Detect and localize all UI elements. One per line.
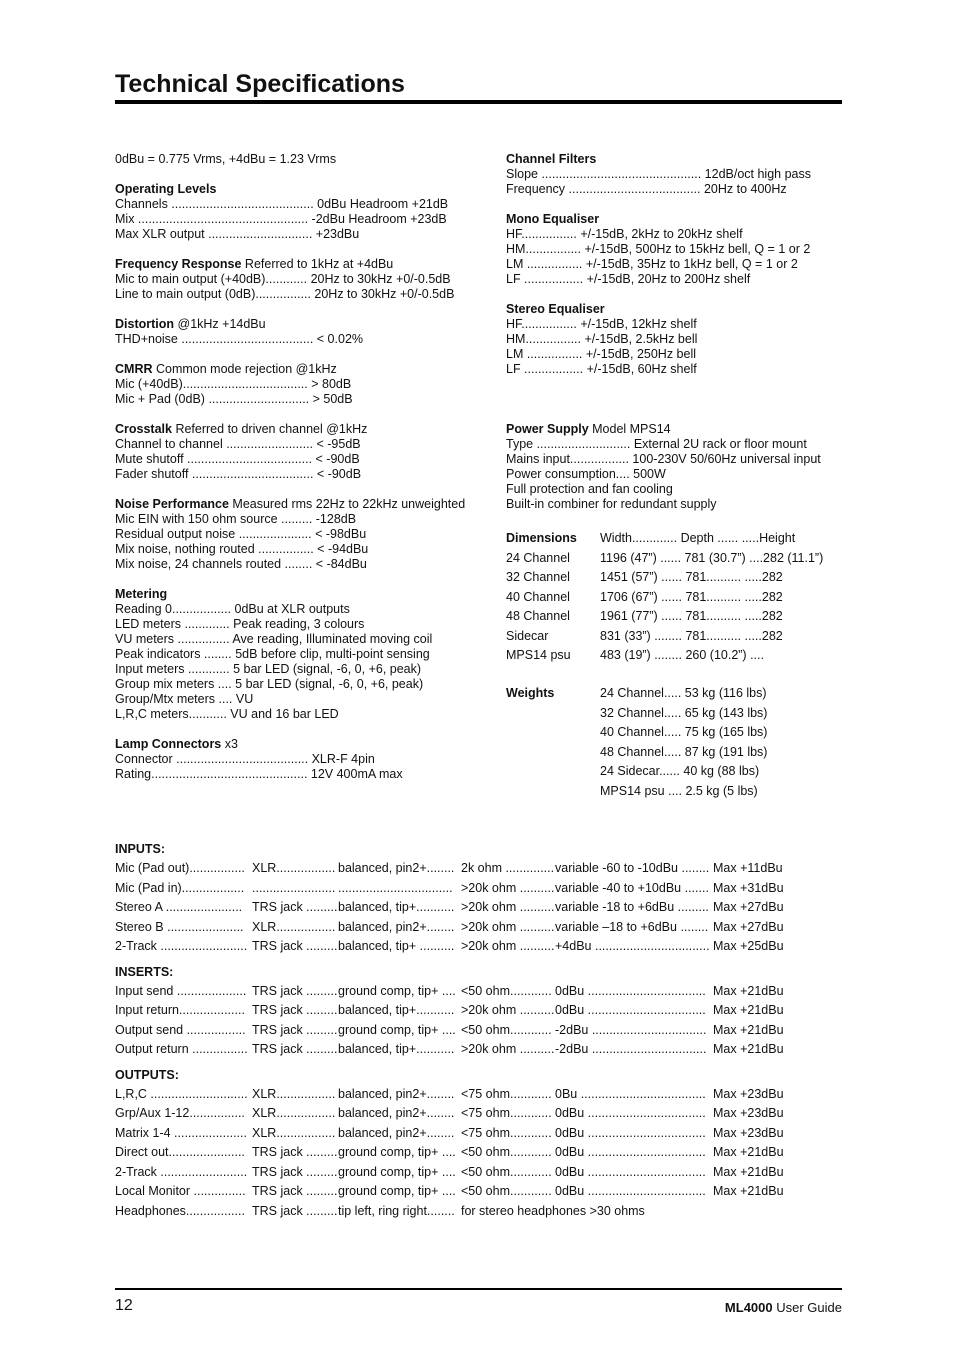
dimension-row — [506, 529, 823, 549]
io-table-cell: Max +23dBu — [713, 1086, 784, 1101]
spec-line — [115, 152, 485, 167]
dimension-row — [506, 568, 823, 588]
spec-line — [506, 227, 846, 242]
spec-line — [506, 392, 846, 407]
spec-heading: Distortion — [115, 317, 175, 331]
right-spec-column — [506, 152, 846, 527]
io-table-cell: Mic (Pad in).................. — [115, 880, 245, 895]
io-table-cell: 2k ohm .............. — [461, 861, 555, 875]
io-table-cell: 2-Track ......................... — [115, 939, 248, 953]
weight-value: 40 Channel..... 75 kg (165 lbs) — [600, 725, 768, 739]
io-table-cell: balanced, pin2+........ — [338, 1125, 455, 1140]
spec-text: LED meters ............. Peak reading, 3 colours — [115, 617, 365, 631]
spec-line — [115, 377, 485, 392]
spec-line — [115, 272, 485, 287]
weights-label — [506, 723, 600, 743]
spec-heading: Crosstalk — [115, 422, 172, 436]
dimension-row — [506, 588, 823, 608]
io-table-cell: TRS jack ......... — [252, 1003, 338, 1017]
io-table-cell: TRS jack ......... — [252, 1164, 338, 1179]
weights-label — [506, 704, 600, 724]
io-table-cell: balanced, tip+........... — [338, 900, 455, 914]
spec-text: Model MPS14 — [588, 422, 671, 436]
spec-section — [115, 317, 485, 347]
io-table-cell: ground comp, tip+ .... — [338, 1164, 456, 1179]
io-table-row — [115, 879, 842, 899]
io-table-cell: XLR................. — [252, 1106, 336, 1120]
weight-value: 24 Channel..... 53 kg (116 lbs) — [600, 686, 767, 700]
io-table-cell: variable -18 to +6dBu ......... — [555, 900, 709, 914]
spec-text: HF................ +/-15dB, 2kHz to 20kHz shelf — [506, 227, 743, 241]
io-table-cell: Max +21dBu — [713, 1003, 784, 1017]
io-table-cell: Max +21dBu — [713, 1164, 784, 1179]
spec-line — [115, 512, 485, 527]
io-table-row — [115, 1021, 842, 1041]
spec-section — [115, 737, 485, 782]
dimension-label: Sidecar — [506, 628, 549, 643]
spec-heading: Frequency Response — [115, 257, 242, 271]
model-name: ML4000 — [724, 1300, 773, 1315]
io-table-cell: balanced, pin2+........ — [338, 1106, 455, 1120]
spec-line — [506, 242, 846, 257]
dimension-row — [506, 607, 823, 627]
io-table-cell: ........................ — [252, 880, 336, 895]
spec-line — [506, 422, 846, 437]
spec-text: x3 — [221, 737, 238, 751]
dimension-row — [506, 549, 823, 569]
io-table-cell: Max +23dBu — [713, 1125, 784, 1140]
weight-value: 32 Channel..... 65 kg (143 lbs) — [600, 705, 768, 720]
spec-text: Type ........................... External 2U rack or floor mount — [506, 437, 807, 451]
spec-line — [506, 317, 846, 332]
spec-text: Mic to main output (+40dB)............ 20Hz to 30kHz +0/-0.5dB — [115, 272, 451, 286]
spec-line — [115, 497, 485, 512]
io-table-cell: >20k ohm .......... — [461, 880, 555, 895]
io-table-cell: 0dBu .................................. — [555, 1164, 706, 1179]
io-table-cell: <50 ohm............ — [461, 1145, 552, 1159]
io-table-cell: 2-Track ......................... — [115, 1164, 248, 1179]
spec-line — [115, 542, 485, 557]
spec-line — [115, 632, 485, 647]
io-table-cell: 0dBu .................................. — [555, 1145, 706, 1159]
spec-text: HM................ +/-15dB, 500Hz to 15kHz bell, Q = 1 or 2 — [506, 242, 811, 256]
io-table-cell: <75 ohm............ — [461, 1106, 552, 1120]
spec-text: Measured rms 22Hz to 22kHz unweighted — [228, 497, 466, 511]
weights-block — [506, 684, 767, 801]
spec-text: Line to main output (0dB)................ 20Hz to 30kHz +0/-0.5dB — [115, 287, 455, 301]
weight-row — [506, 684, 767, 704]
io-table-cell: for stereo headphones >30 ohms — [461, 1203, 645, 1218]
weights-label — [506, 762, 600, 782]
weight-value: 24 Sidecar...... 40 kg (88 lbs) — [600, 764, 760, 778]
weights-label: Weights — [506, 686, 555, 700]
spec-line — [506, 272, 846, 287]
spec-line — [506, 212, 846, 227]
io-table-cell: balanced, pin2+........ — [338, 1086, 455, 1101]
spec-line — [115, 467, 485, 482]
io-table-cell: Max +11dBu — [713, 861, 783, 875]
spec-line — [115, 587, 485, 602]
spec-section — [115, 362, 485, 407]
spec-text: LM ................ +/-15dB, 35Hz to 1kHz bell, Q = 1 or 2 — [506, 257, 798, 271]
io-table-cell: +4dBu ................................. — [555, 939, 710, 953]
io-table-cell: >20k ohm .......... — [461, 900, 555, 914]
spec-line — [115, 737, 485, 752]
spec-line — [506, 452, 846, 467]
io-table-cell: -2dBu ................................. — [555, 1042, 707, 1056]
spec-text: THD+noise ...................................... < 0.02% — [115, 332, 364, 346]
io-table-heading: INSERTS: — [115, 964, 174, 979]
spec-line — [115, 392, 485, 407]
spec-line — [115, 752, 485, 767]
io-table-cell: 0dBu .................................. — [555, 1184, 706, 1198]
io-table-cell: Local Monitor ............... — [115, 1184, 246, 1198]
spec-text: Mic EIN with 150 ohm source ......... -128dB — [115, 512, 357, 526]
spec-line — [506, 167, 846, 182]
spec-line — [115, 287, 485, 302]
weight-value: MPS14 psu .... 2.5 kg (5 lbs) — [600, 783, 758, 798]
spec-text: Mute shutoff .................................... < -90dB — [115, 452, 360, 466]
io-table-cell: 0Bu .................................... — [555, 1086, 706, 1101]
spec-section — [506, 152, 846, 197]
spec-text: Common mode rejection @1kHz — [152, 362, 337, 376]
spec-line — [115, 557, 485, 572]
io-table-row — [115, 1001, 842, 1021]
io-table-cell: TRS jack ......... — [252, 983, 338, 998]
spec-section — [115, 587, 485, 722]
spec-line — [115, 602, 485, 617]
spec-text: LF ................. +/-15dB, 20Hz to 200Hz shelf — [506, 272, 751, 286]
spec-line — [115, 362, 485, 377]
spec-section — [115, 497, 485, 572]
io-table-cell: <75 ohm............ — [461, 1125, 552, 1140]
spec-text: HM................ +/-15dB, 2.5kHz bell — [506, 332, 698, 346]
spec-text: Channels ......................................... 0dBu Headroom +21dB — [115, 197, 449, 211]
io-table-row — [115, 937, 842, 957]
spec-section — [115, 152, 485, 167]
weight-row — [506, 762, 767, 782]
spec-text: HF................ +/-15dB, 12kHz shelf — [506, 317, 697, 331]
io-table-cell: Max +31dBu — [713, 880, 784, 895]
io-table-cell: Max +27dBu — [713, 900, 784, 914]
spec-line — [115, 332, 485, 347]
io-tables — [115, 840, 842, 1221]
spec-section — [115, 182, 485, 242]
spec-heading: Metering — [115, 587, 168, 601]
spec-text: Power consumption.... 500W — [506, 467, 666, 481]
page-number: 12 — [115, 1297, 133, 1314]
io-table-cell: Max +21dBu — [713, 1042, 784, 1056]
io-table-cell: variable –18 to +6dBu ........ — [555, 919, 709, 934]
spec-text: Reading 0................. 0dBu at XLR outputs — [115, 602, 350, 616]
spec-line — [115, 197, 485, 212]
spec-line — [115, 257, 485, 272]
spec-heading: Mono Equaliser — [506, 212, 600, 226]
io-table-cell: Grp/Aux 1-12................ — [115, 1106, 245, 1120]
spec-text: Mic (+40dB).................................... > 80dB — [115, 377, 352, 391]
io-table-cell: ground comp, tip+ .... — [338, 1145, 456, 1159]
io-table-row — [115, 918, 842, 938]
dimension-value: Width............. Depth ...... .....Height — [600, 531, 796, 545]
spec-heading: Channel Filters — [506, 152, 597, 166]
dimension-value: 1196 (47”) ...... 781 (30.7”) ....282 (11.1”) — [600, 550, 824, 565]
spec-line — [115, 437, 485, 452]
weight-value: 48 Channel..... 87 kg (191 lbs) — [600, 744, 768, 759]
dimension-value: 831 (33”) ........ 781.......... .....282 — [600, 628, 783, 643]
weights-label — [506, 743, 600, 763]
io-table-row — [115, 1040, 842, 1060]
io-table-cell: >20k ohm .......... — [461, 1003, 555, 1017]
io-table-cell: TRS jack ......... — [252, 900, 338, 914]
spec-line — [506, 482, 846, 497]
io-table-cell: 0dBu .................................. — [555, 983, 706, 998]
io-table-cell: Matrix 1-4 ..................... — [115, 1125, 247, 1140]
io-table-cell: Mic (Pad out)................ — [115, 861, 245, 875]
weight-row — [506, 782, 767, 802]
spec-text: Connector ...................................... XLR-F 4pin — [115, 752, 375, 766]
spec-line — [115, 227, 485, 242]
spec-line — [115, 692, 485, 707]
guide-title — [725, 1300, 842, 1315]
spec-text: L,R,C meters........... VU and 16 bar LED — [115, 707, 339, 721]
dimension-value: 1451 (57”) ...... 781.......... .....282 — [600, 570, 783, 584]
io-table-heading: OUTPUTS: — [115, 1067, 179, 1082]
spec-text: Input meters ............ 5 bar LED (signal, -6, 0, +6, peak) — [115, 662, 422, 676]
spec-heading: Stereo Equaliser — [506, 302, 605, 316]
io-table-cell: XLR................. — [252, 919, 336, 934]
dimension-label: 48 Channel — [506, 609, 570, 623]
spec-section — [506, 392, 846, 407]
io-table-cell: Input send .................... — [115, 983, 247, 998]
guide-label: User Guide — [772, 1300, 842, 1315]
dimension-value: 1706 (67”) ...... 781.......... .....282 — [600, 589, 783, 604]
io-table-cell: TRS jack ......... — [252, 939, 338, 953]
io-table-cell: 0dBu .................................. — [555, 1003, 706, 1017]
spec-section — [506, 212, 846, 287]
spec-text: Mix noise, 24 channels routed ........ < -84dBu — [115, 557, 367, 571]
io-table-cell: Input return................... — [115, 1003, 245, 1017]
io-table-cell: Max +21dBu — [713, 1184, 784, 1198]
io-table-row — [115, 898, 842, 918]
spec-line — [115, 662, 485, 677]
io-table-cell: TRS jack ......... — [252, 1145, 338, 1159]
io-table-cell: Stereo A ...................... — [115, 900, 243, 914]
io-table-cell: >20k ohm .......... — [461, 939, 555, 953]
io-table-row — [115, 1104, 842, 1124]
spec-heading: Noise Performance — [115, 497, 229, 511]
io-table-heading: INPUTS: — [115, 842, 165, 856]
io-table-cell: Direct out...................... — [115, 1145, 245, 1159]
spec-text: LM ................ +/-15dB, 250Hz bell — [506, 347, 697, 361]
io-table-cell: <50 ohm............ — [461, 1022, 552, 1037]
io-table-cell: TRS jack ......... — [252, 1022, 338, 1037]
spec-line — [506, 182, 846, 197]
spec-line — [115, 317, 485, 332]
spec-section — [115, 257, 485, 302]
io-table-cell: <75 ohm............ — [461, 1086, 552, 1101]
io-table-row — [115, 982, 842, 1002]
io-table-cell: <50 ohm............ — [461, 1164, 552, 1179]
io-table-cell: >20k ohm .......... — [461, 1042, 555, 1056]
weight-row — [506, 743, 767, 763]
spec-text: Residual output noise ..................... < -98dBu — [115, 527, 367, 541]
io-table-cell: Max +23dBu — [713, 1106, 784, 1120]
spec-line — [506, 302, 846, 317]
spec-line — [115, 707, 485, 722]
dimension-value: 483 (19”) ........ 260 (10.2”) .... — [600, 648, 764, 662]
spec-text: @1kHz +14dBu — [174, 317, 266, 331]
spec-section — [115, 422, 485, 482]
io-table-cell: Headphones................. — [115, 1203, 245, 1218]
spec-line — [115, 182, 485, 197]
io-table-row — [115, 1163, 842, 1183]
spec-section — [506, 422, 846, 512]
io-table-cell: L,R,C ............................ — [115, 1086, 248, 1101]
io-table-cell: Max +25dBu — [713, 939, 784, 953]
io-table-cell: Output send ................. — [115, 1022, 246, 1037]
weight-row — [506, 704, 767, 724]
spec-line — [506, 497, 846, 512]
io-table-cell: XLR................. — [252, 1125, 336, 1140]
io-table-row — [115, 859, 842, 879]
spec-line — [115, 212, 485, 227]
io-table-row — [115, 1143, 842, 1163]
spec-text: Group/Mtx meters .... VU — [115, 692, 254, 706]
spec-line — [115, 617, 485, 632]
io-table-cell: TRS jack ......... — [252, 1203, 338, 1218]
io-table-row — [115, 1085, 842, 1105]
spec-heading: Power Supply — [506, 422, 589, 436]
spec-text: Group mix meters .... 5 bar LED (signal, -6, 0, +6, peak) — [115, 677, 424, 691]
spec-line — [506, 347, 846, 362]
io-table-cell: Max +27dBu — [713, 919, 784, 934]
spec-line — [506, 362, 846, 377]
spec-line — [115, 422, 485, 437]
spec-line — [115, 647, 485, 662]
io-table-cell: -2dBu ................................. — [555, 1022, 707, 1037]
spec-text: Referred to driven channel @1kHz — [171, 422, 368, 436]
dimension-label: 24 Channel — [506, 550, 570, 565]
spec-heading: CMRR — [115, 362, 153, 376]
io-table-cell: variable -40 to +10dBu ....... — [555, 880, 709, 895]
io-table-cell: balanced, tip+........... — [338, 1003, 455, 1017]
page-footer — [115, 1288, 842, 1315]
spec-line — [506, 437, 846, 452]
io-table-cell: Output return ................ — [115, 1042, 248, 1056]
io-table-cell: >20k ohm .......... — [461, 919, 555, 934]
spec-line — [115, 527, 485, 542]
spec-text: Channel to channel ......................... < -95dB — [115, 437, 361, 451]
io-table-cell: balanced, pin2+........ — [338, 861, 455, 875]
spec-text: Mix noise, nothing routed ................ < -94dBu — [115, 542, 369, 556]
dimension-row — [506, 646, 823, 666]
spec-line — [506, 257, 846, 272]
spec-heading: Operating Levels — [115, 182, 217, 196]
spec-text: Max XLR output .............................. +23dBu — [115, 227, 360, 241]
io-table-cell: Max +21dBu — [713, 1022, 784, 1037]
io-table-cell: TRS jack ......... — [252, 1042, 338, 1056]
spec-text: Full protection and fan cooling — [506, 482, 673, 496]
spec-line — [115, 677, 485, 692]
spec-line — [506, 152, 846, 167]
io-table-cell: Max +21dBu — [713, 1145, 784, 1159]
spec-line — [115, 452, 485, 467]
io-table-cell: ground comp, tip+ .... — [338, 1022, 456, 1037]
io-table-cell: Max +21dBu — [713, 983, 784, 998]
io-table-cell: Stereo B ...................... — [115, 919, 244, 934]
weights-label — [506, 782, 600, 802]
io-table-cell: ................................. — [338, 880, 453, 895]
page-title: Technical Specifications — [115, 66, 842, 104]
io-table-row — [115, 1202, 842, 1222]
spec-text: Built-in combiner for redundant supply — [506, 497, 717, 511]
spec-text: VU meters ............... Ave reading, Illuminated moving coil — [115, 632, 433, 646]
io-table-cell: balanced, pin2+........ — [338, 919, 455, 934]
spec-section — [506, 302, 846, 377]
dimensions-block — [506, 529, 823, 666]
io-table-cell: ground comp, tip+ .... — [338, 983, 456, 998]
spec-text: Referred to 1kHz at +4dBu — [241, 257, 394, 271]
dimension-label: 40 Channel — [506, 589, 570, 604]
io-table-cell: variable -60 to -10dBu ........ — [555, 861, 710, 875]
weight-row — [506, 723, 767, 743]
io-table-cell: <50 ohm............ — [461, 1184, 552, 1198]
spec-text: Rating............................................. 12V 400mA max — [115, 767, 403, 781]
spec-text: Mix ................................................. -2dBu Headroom +23dB — [115, 212, 447, 226]
spec-line — [115, 767, 485, 782]
spec-text: Frequency ...................................... 20Hz to 400Hz — [506, 182, 787, 196]
spec-text: Mains input................. 100-230V 50/60Hz universal input — [506, 452, 821, 466]
spec-heading: Lamp Connectors — [115, 737, 222, 751]
io-table-cell: <50 ohm............ — [461, 983, 552, 998]
spec-text: Slope .............................................. 12dB/oct high pass — [506, 167, 811, 181]
left-spec-column — [115, 152, 485, 797]
dimension-value: 1961 (77”) ...... 781.......... .....282 — [600, 609, 783, 623]
dimension-row — [506, 627, 823, 647]
spec-text: Peak indicators ........ 5dB before clip, multi-point sensing — [115, 647, 430, 661]
io-table-cell: TRS jack ......... — [252, 1184, 338, 1198]
io-table-row — [115, 1124, 842, 1144]
io-table-row — [115, 1182, 842, 1202]
dimension-label: MPS14 psu — [506, 648, 571, 662]
io-table-cell: balanced, tip+ .......... — [338, 939, 455, 953]
spec-text: Fader shutoff ................................... < -90dB — [115, 467, 362, 481]
io-table-cell: ground comp, tip+ .... — [338, 1184, 456, 1198]
io-table-cell: tip left, ring right........ — [338, 1203, 455, 1218]
io-table-cell: XLR................. — [252, 1086, 336, 1101]
dimension-label: 32 Channel — [506, 570, 570, 584]
spec-text: Mic + Pad (0dB) ............................. > 50dB — [115, 392, 353, 406]
spec-text: 0dBu = 0.775 Vrms, +4dBu = 1.23 Vrms — [115, 152, 337, 166]
spec-line — [506, 467, 846, 482]
dimensions-label: Dimensions — [506, 531, 577, 545]
spec-line — [506, 332, 846, 347]
io-table-cell: 0dBu .................................. — [555, 1125, 706, 1140]
spec-text: LF ................. +/-15dB, 60Hz shelf — [506, 362, 697, 376]
io-table-cell: 0dBu .................................. — [555, 1106, 706, 1120]
io-table-cell: balanced, tip+........... — [338, 1042, 455, 1056]
io-table-cell: XLR................. — [252, 861, 336, 875]
